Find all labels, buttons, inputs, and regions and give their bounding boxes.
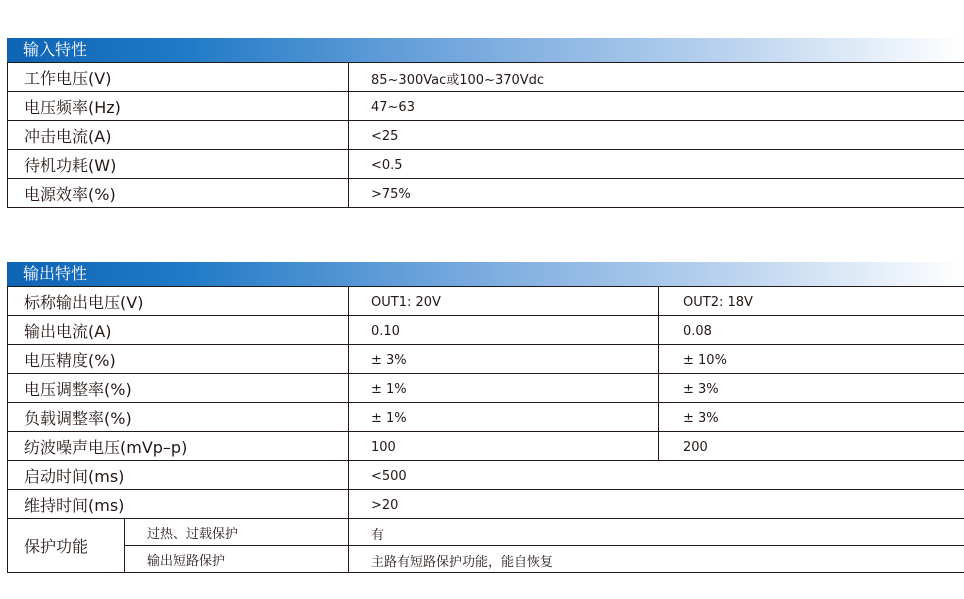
row-label: 冲击电流(A) <box>8 121 349 150</box>
out2-value: 0.08 <box>659 316 964 345</box>
row-label: 工作电压(V) <box>8 63 349 92</box>
out1-value: OUT1: 20V <box>349 287 659 316</box>
table-row <box>8 150 964 179</box>
row-value: <0.5 <box>349 150 964 179</box>
table-row <box>8 403 964 432</box>
row-label: 电压调整率(%) <box>8 374 349 403</box>
table-row <box>8 432 964 461</box>
row-value: 85~300Vac或100~370Vdc <box>349 63 964 92</box>
table-row <box>8 179 964 208</box>
row-label: 待机功耗(W) <box>8 150 349 179</box>
protection-label: 保护功能 <box>8 519 125 573</box>
out2-value: OUT2: 18V <box>659 287 964 316</box>
row-label: 电压精度(%) <box>8 345 349 374</box>
table-row <box>8 121 964 150</box>
out2-value: ± 10% <box>659 345 964 374</box>
table-row <box>8 287 964 316</box>
out1-value: ± 3% <box>349 345 659 374</box>
row-value: >20 <box>349 490 964 519</box>
protection-item-value: 主路有短路保护功能，能自恢复 <box>349 546 964 573</box>
out2-value: 200 <box>659 432 964 461</box>
table-row <box>8 490 964 519</box>
row-label: 电压频率(Hz) <box>8 92 349 121</box>
row-value: <500 <box>349 461 964 490</box>
table-row <box>8 345 964 374</box>
out1-value: 100 <box>349 432 659 461</box>
out1-value: 0.10 <box>349 316 659 345</box>
out1-value: ± 1% <box>349 403 659 432</box>
protection-item-value: 有 <box>349 519 964 546</box>
protection-item-name: 输出短路保护 <box>125 546 349 573</box>
out2-value: ± 3% <box>659 374 964 403</box>
input-characteristics-section <box>7 38 964 208</box>
row-label: 电源效率(%) <box>8 179 349 208</box>
row-value: 47~63 <box>349 92 964 121</box>
table-row <box>8 461 964 490</box>
row-label: 标称输出电压(V) <box>8 287 349 316</box>
row-label: 启动时间(ms) <box>8 461 349 490</box>
out1-value: ± 1% <box>349 374 659 403</box>
table-row <box>8 63 964 92</box>
input-table <box>7 62 964 208</box>
table-row <box>8 519 964 546</box>
table-row <box>8 316 964 345</box>
row-label: 纺波噪声电压(mVp–p) <box>8 432 349 461</box>
row-label: 输出电流(A) <box>8 316 349 345</box>
out2-value: ± 3% <box>659 403 964 432</box>
protection-item-name: 过热、过载保护 <box>125 519 349 546</box>
row-label: 维持时间(ms) <box>8 490 349 519</box>
row-value: <25 <box>349 121 964 150</box>
input-section-header: 输入特性 <box>7 38 964 62</box>
row-label: 负载调整率(%) <box>8 403 349 432</box>
output-section-header: 输出特性 <box>7 262 964 286</box>
table-row <box>8 374 964 403</box>
output-characteristics-section <box>7 262 964 573</box>
output-table <box>7 286 964 573</box>
table-row <box>8 92 964 121</box>
table-row <box>8 546 964 573</box>
row-value: >75% <box>349 179 964 208</box>
